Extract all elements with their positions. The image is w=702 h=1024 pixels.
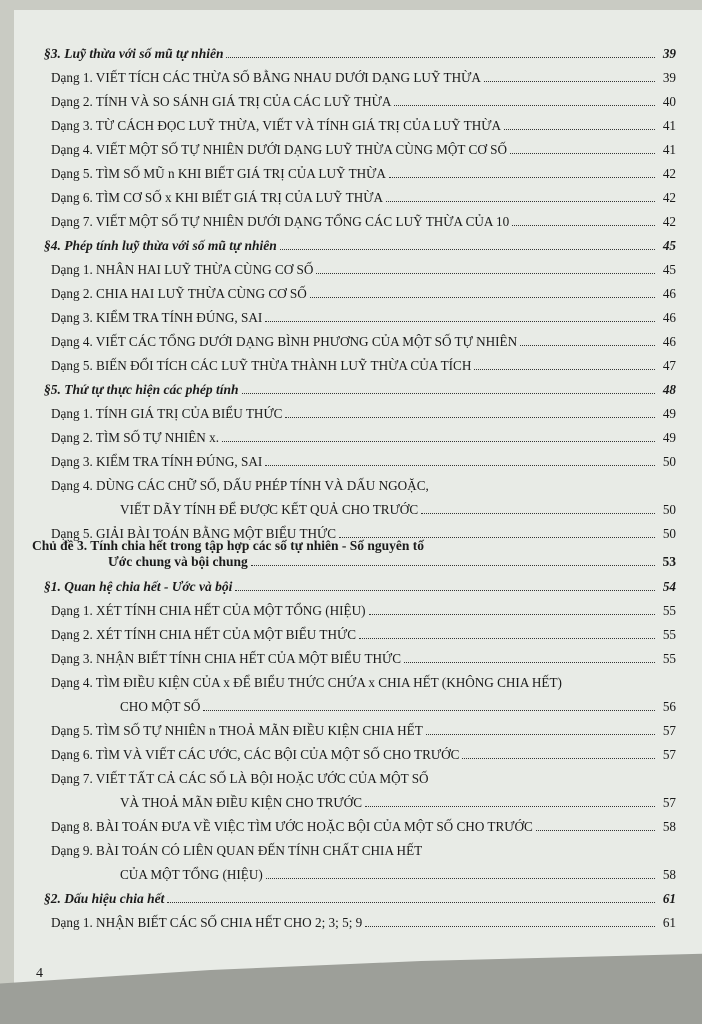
dot-leader (266, 878, 655, 879)
item-label: Dạng 4. TÌM ĐIỀU KIỆN CỦA x ĐỂ BIỂU THỨC CHỨA x CHIA HẾT (KHÔNG CHIA HẾT) (51, 675, 562, 690)
toc-item[interactable] (44, 595, 676, 619)
chapter-subtitle: Ước chung và bội chung (108, 554, 248, 569)
item-label: Dạng 4. VIẾT CÁC TỔNG DƯỚI DẠNG BÌNH PHƯƠNG CỦA MỘT SỐ TỰ NHIÊN (51, 334, 518, 349)
page-ref: 61 (662, 891, 676, 906)
item-label: Dạng 4. DÙNG CÁC CHỮ SỐ, DẤU PHÉP TÍNH VÀ DẤU NGOẶC, (51, 478, 429, 493)
toc-item-first-line[interactable] (44, 470, 676, 494)
dot-leader (235, 590, 655, 591)
dot-leader (536, 830, 655, 831)
page-ref: 48 (662, 382, 676, 397)
page-ref: 46 (662, 310, 676, 325)
item-label-cont: VIẾT DÃY TÍNH ĐỂ ĐƯỢC KẾT QUẢ CHO TRƯỚC (120, 502, 419, 517)
page-ref: 55 (662, 603, 676, 618)
toc-item[interactable] (44, 326, 676, 350)
page-ref: 41 (662, 118, 676, 133)
toc-item[interactable] (44, 158, 676, 182)
toc-item[interactable] (44, 62, 676, 86)
toc-item[interactable] (44, 182, 676, 206)
item-label: Dạng 2. XÉT TÍNH CHIA HẾT CỦA MỘT BIỂU THỨC (51, 627, 356, 642)
item-label: Dạng 1. NHẬN BIẾT CÁC SỐ CHIA HẾT CHO 2; 3; 5; 9 (51, 915, 363, 930)
dot-leader (510, 153, 655, 154)
dot-leader (504, 129, 655, 130)
dot-leader (222, 441, 655, 442)
toc-item-continuation[interactable] (44, 787, 676, 811)
dot-leader (285, 417, 655, 418)
toc-item-continuation[interactable] (44, 494, 676, 518)
toc-item[interactable] (44, 422, 676, 446)
item-label: Dạng 1. VIẾT TÍCH CÁC THỪA SỐ BẰNG NHAU DƯỚI DẠNG LUỸ THỪA (51, 70, 481, 85)
toc-item[interactable] (44, 715, 676, 739)
dot-leader (484, 81, 655, 82)
dot-leader (520, 345, 655, 346)
item-label: Dạng 6. TÌM CƠ SỐ x KHI BIẾT GIÁ TRỊ CỦA LUỸ THỪA (51, 190, 383, 205)
page-ref: 39 (662, 70, 676, 85)
toc-section-s3[interactable] (44, 38, 676, 62)
section-title: §3. Luỹ thừa với số mũ tự nhiên (44, 46, 224, 61)
toc-section-c3s2[interactable] (44, 883, 676, 907)
dot-leader (359, 638, 655, 639)
toc-item[interactable] (44, 350, 676, 374)
item-label-cont: VÀ THOẢ MÃN ĐIỀU KIỆN CHO TRƯỚC (120, 795, 362, 810)
page-ref: 40 (662, 94, 676, 109)
dot-leader (310, 297, 655, 298)
item-label: Dạng 1. XÉT TÍNH CHIA HẾT CỦA MỘT TỔNG (HIỆU) (51, 603, 366, 618)
item-label: Dạng 3. KIỂM TRA TÍNH ĐÚNG, SAI (51, 310, 263, 325)
page-ref: 50 (662, 454, 676, 469)
dot-leader (512, 225, 655, 226)
page-ref: 46 (662, 286, 676, 301)
dot-leader (242, 393, 655, 394)
dot-leader (365, 926, 655, 927)
item-label-cont: CỦA MỘT TỔNG (HIỆU) (120, 867, 263, 882)
toc-item[interactable] (44, 398, 676, 422)
page-ref: 39 (662, 46, 676, 61)
dot-leader (167, 902, 655, 903)
dot-leader (474, 369, 655, 370)
page-ref: 58 (662, 819, 676, 834)
page-ref: 56 (662, 699, 676, 714)
page-ref: 42 (662, 214, 676, 229)
dot-leader (280, 249, 655, 250)
dot-leader (426, 734, 655, 735)
toc-section-s5[interactable] (44, 374, 676, 398)
item-label: Dạng 9. BÀI TOÁN CÓ LIÊN QUAN ĐẾN TÍNH CHẤT CHIA HẾT (51, 843, 423, 858)
toc-item[interactable] (44, 739, 676, 763)
item-label: Dạng 5. TÌM SỐ MŨ n KHI BIẾT GIÁ TRỊ CỦA LUỸ THỪA (51, 166, 386, 181)
section-title: §2. Dấu hiệu chia hết (44, 891, 165, 906)
toc-section-s4[interactable] (44, 230, 676, 254)
toc-item[interactable] (44, 643, 676, 667)
toc-item[interactable] (44, 619, 676, 643)
item-label: Dạng 1. NHÂN HAI LUỸ THỪA CÙNG CƠ SỐ (51, 262, 314, 277)
item-label: Dạng 1. TÍNH GIÁ TRỊ CỦA BIỂU THỨC (51, 406, 283, 421)
dot-leader (265, 465, 655, 466)
item-label: Dạng 7. VIẾT MỘT SỐ TỰ NHIÊN DƯỚI DẠNG TỔNG CÁC LUỸ THỪA CỦA 10 (51, 214, 510, 229)
dot-leader (389, 177, 655, 178)
toc-item[interactable] (44, 110, 676, 134)
dot-leader (203, 710, 655, 711)
dot-leader (251, 565, 655, 566)
toc-item[interactable] (44, 206, 676, 230)
item-label: Dạng 4. VIẾT MỘT SỐ TỰ NHIÊN DƯỚI DẠNG LUỸ THỪA CÙNG MỘT CƠ SỐ (51, 142, 507, 157)
item-label: Dạng 5. GIẢI BÀI TOÁN BẰNG MỘT BIỂU THỨC (51, 526, 337, 541)
item-label: Dạng 6. TÌM VÀ VIẾT CÁC ƯỚC, CÁC BỘI CỦA MỘT SỐ CHO TRƯỚC (51, 747, 460, 762)
item-label: Dạng 5. BIẾN ĐỔI TÍCH CÁC LUỸ THỪA THÀNH LUỸ THỪA CỦA TÍCH (51, 358, 472, 373)
page-ref: 53 (662, 554, 676, 569)
page-ref: 57 (662, 795, 676, 810)
page-ref: 50 (662, 502, 676, 517)
page-ref: 47 (662, 358, 676, 373)
toc-item[interactable] (44, 254, 676, 278)
item-label: Dạng 3. TỪ CÁCH ĐỌC LUỸ THỪA, VIẾT VÀ TÍNH GIÁ TRỊ CỦA LUỸ THỪA (51, 118, 502, 133)
page-ref: 58 (662, 867, 676, 882)
dot-leader (265, 321, 655, 322)
chapter-title-line2[interactable] (108, 546, 676, 570)
page-ref: 57 (662, 723, 676, 738)
item-label: Dạng 5. TÌM SỐ TỰ NHIÊN n THOẢ MÃN ĐIỀU KIỆN CHIA HẾT (51, 723, 423, 738)
item-label: Dạng 2. CHIA HAI LUỸ THỪA CÙNG CƠ SỐ (51, 286, 307, 301)
item-label: Dạng 7. VIẾT TẤT CẢ CÁC SỐ LÀ BỘI HOẶC ƯỚC CỦA MỘT SỐ (51, 771, 429, 786)
section-title: §4. Phép tính luỹ thừa với số mũ tự nhiên (44, 238, 277, 253)
page-ref: 45 (662, 238, 676, 253)
dot-leader (462, 758, 655, 759)
toc-item-first-line[interactable] (44, 667, 676, 691)
section-title: §1. Quan hệ chia hết - Ước và bội (44, 579, 233, 594)
dot-leader (394, 105, 655, 106)
item-label: Dạng 3. KIỂM TRA TÍNH ĐÚNG, SAI (51, 454, 263, 469)
page-ref: 49 (662, 406, 676, 421)
page-ref: 61 (662, 915, 676, 930)
toc-item[interactable] (44, 86, 676, 110)
toc-item[interactable] (44, 811, 676, 835)
toc-item[interactable] (44, 302, 676, 326)
toc-item-continuation[interactable] (44, 859, 676, 883)
dot-leader (421, 513, 655, 514)
toc-item-continuation[interactable] (44, 691, 676, 715)
toc-item[interactable] (44, 134, 676, 158)
page-number: 4 (36, 966, 43, 981)
page-ref: 49 (662, 430, 676, 445)
dot-leader (386, 201, 655, 202)
page-ref: 50 (662, 526, 676, 541)
toc-section-c3s1[interactable] (44, 571, 676, 595)
toc-item-first-line[interactable] (44, 835, 676, 859)
page-ref: 46 (662, 334, 676, 349)
toc-item[interactable] (44, 907, 676, 931)
page-ref: 55 (662, 627, 676, 642)
dot-leader (404, 662, 655, 663)
page-ref: 54 (662, 579, 676, 594)
chapter-title-line1[interactable]: Chủ đề 3. Tính chia hết trong tập hợp các số tự nhiên - Số nguyên tố (32, 538, 425, 553)
page-ref: 45 (662, 262, 676, 277)
page-ref: 57 (662, 747, 676, 762)
page-ref: 42 (662, 166, 676, 181)
toc-item-first-line[interactable] (44, 763, 676, 787)
page-ref: 55 (662, 651, 676, 666)
item-label: Dạng 2. TÍNH VÀ SO SÁNH GIÁ TRỊ CỦA CÁC LUỸ THỪA (51, 94, 392, 109)
item-label: Dạng 8. BÀI TOÁN ĐƯA VỀ VIỆC TÌM ƯỚC HOẶC BỘI CỦA MỘT SỐ CHO TRƯỚC (51, 819, 533, 834)
section-title: §5. Thứ tự thực hiện các phép tính (44, 382, 239, 397)
dot-leader (369, 614, 655, 615)
toc-item[interactable] (44, 446, 676, 470)
dot-leader (226, 57, 655, 58)
toc-item[interactable] (44, 278, 676, 302)
item-label: Dạng 2. TÌM SỐ TỰ NHIÊN x. (51, 430, 219, 445)
dot-leader (316, 273, 655, 274)
dot-leader (365, 806, 655, 807)
page-ref: 41 (662, 142, 676, 157)
page-ref: 42 (662, 190, 676, 205)
item-label-cont: CHO MỘT SỐ (120, 699, 201, 714)
item-label: Dạng 3. NHẬN BIẾT TÍNH CHIA HẾT CỦA MỘT BIỂU THỨC (51, 651, 402, 666)
